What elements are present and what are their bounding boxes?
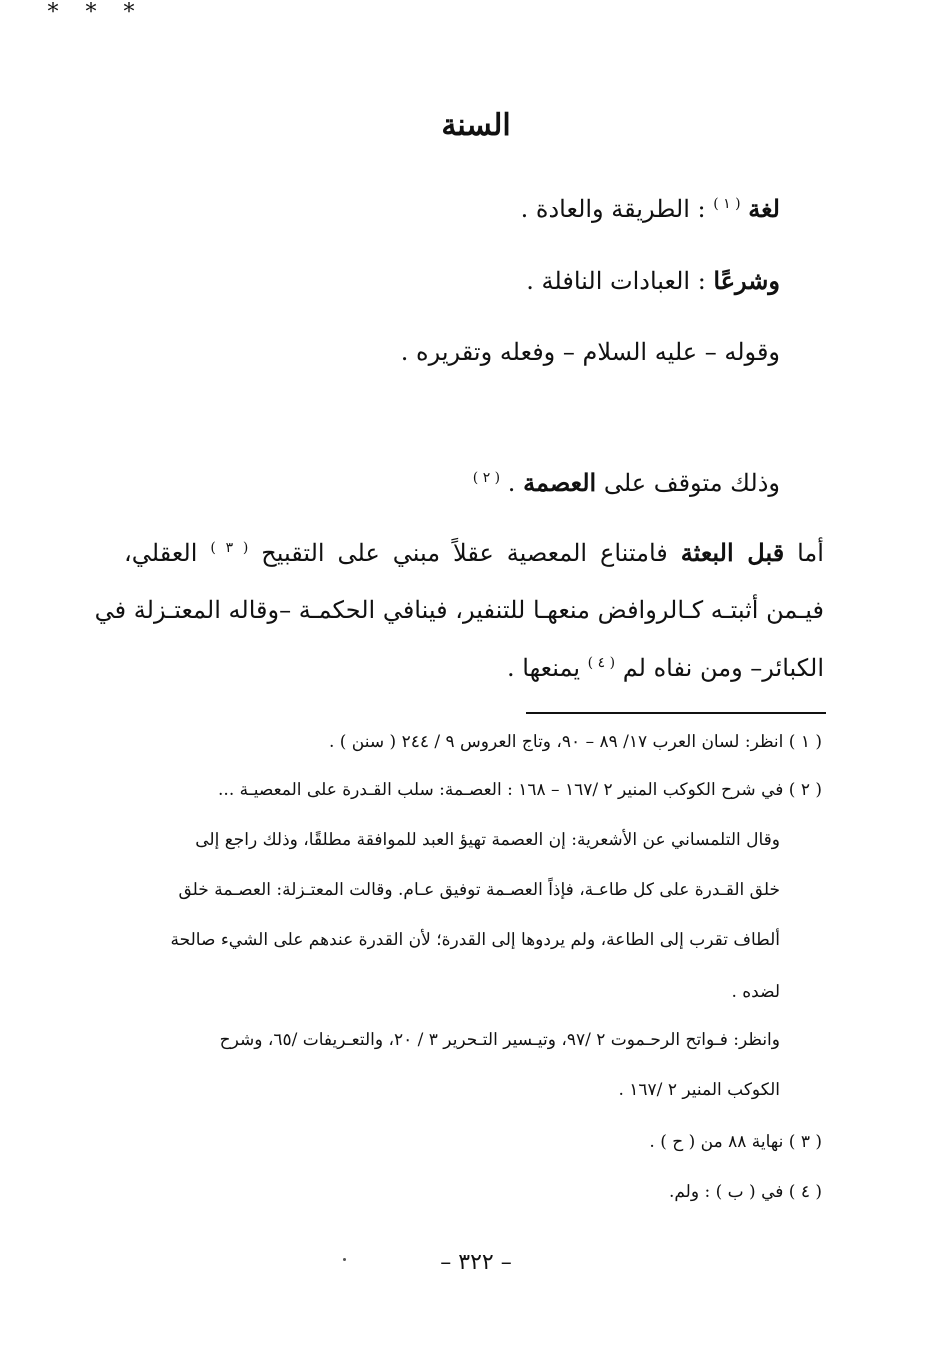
p3-text-b: يمنعها . [507,654,581,682]
page-number: – ٣٢٢ – [440,1250,512,1275]
footnote-2-line-4: ألطاف تقرب إلى الطاعة، ولم يردوها إلى القدرة؛ لأن القدرة عندهم على الشيء صالحة [170,930,780,950]
p1-text-a: أما [797,539,824,567]
p1-bold: قبل البعثة [680,538,785,567]
footnote-3: ( ٣ ) نهاية ٨٨ من ( ح ) . [649,1132,822,1152]
lugha-text: : الطريقة والعادة . [520,195,706,223]
definition-shar [526,266,780,295]
footnote-2: ( ٢ ) في شرح الكوكب المنير ٢ /١٦٧ – ١٦٨ : العصـمة: سلب القـدرة على المعصيـة ... [218,780,822,800]
line4-text-b: . [507,469,516,497]
line4-bold: العصمة [523,468,597,497]
p3-text-a: الكبائر– ومن نفاه لم [622,654,824,682]
paragraph-line-1 [124,538,824,567]
p1-text-c: العقلي، [124,539,198,567]
paragraph-line-2: فيـمن أثبتـه كـالروافض منعهـا للتنفير، فينافي الحكمـة –وقاله المعتـزلة في [94,596,824,624]
lugha-label: لغة [748,194,780,223]
definition-lugha [521,194,780,223]
shar-text: : العبادات النافلة . [526,267,706,295]
shar-label: وشرعًا [713,266,780,295]
footnote-ref-2: ( ٢ ) [472,470,501,486]
footnote-ref-4: ( ٤ ) [587,655,616,671]
p1-text-b: فامتناع المعصية عقلاً مبني على التقبيح [261,539,668,567]
footnote-2-line-7: الكوكب المنير ٢ /١٦٧ . [618,1080,780,1100]
section-separator: * * * [47,0,145,25]
footnote-ref-1: ( ١ ) [713,196,741,212]
footnote-4: ( ٤ ) في ( ب ) : ولم. [668,1182,822,1202]
footnote-ref-3: ( ٣ ) [210,540,249,556]
footnote-divider [526,712,826,714]
footnote-2-line-3: خلق القـدرة على كل طاعـة، فإذاً العصـمة توفيق عـام. وقالت المعتـزلة: العصـمة خلق [178,880,780,900]
footnote-2-line-6: وانظر: فـواتح الرحـموت ٢ /٩٧، وتيـسير التـحرير ٣ / ٢٠، والتعـريفات /٦٥، وشرح [219,1030,780,1050]
paragraph-line-3 [124,654,824,682]
definition-qawl: وقوله – عليه السلام – وفعله وتقريره . [400,338,780,366]
page-title: السنة [441,108,511,143]
footnote-2-line-2: وقال التلمساني عن الأشعرية: إن العصمة تهيؤ العبد للموافقة مطلقًا، وذلك راجع إلى [195,830,780,850]
stray-mark [343,1258,346,1261]
body-line-ismah [473,468,780,497]
footnote-1: ( ١ ) انظر: لسان العرب ١٧/ ٨٩ – ٩٠، وتاج العروس ٩ / ٢٤٤ ( سنن ) . [328,732,822,752]
line4-text-a: وذلك متوقف على [603,469,780,497]
footnote-2-line-5: لضده . [731,982,780,1002]
